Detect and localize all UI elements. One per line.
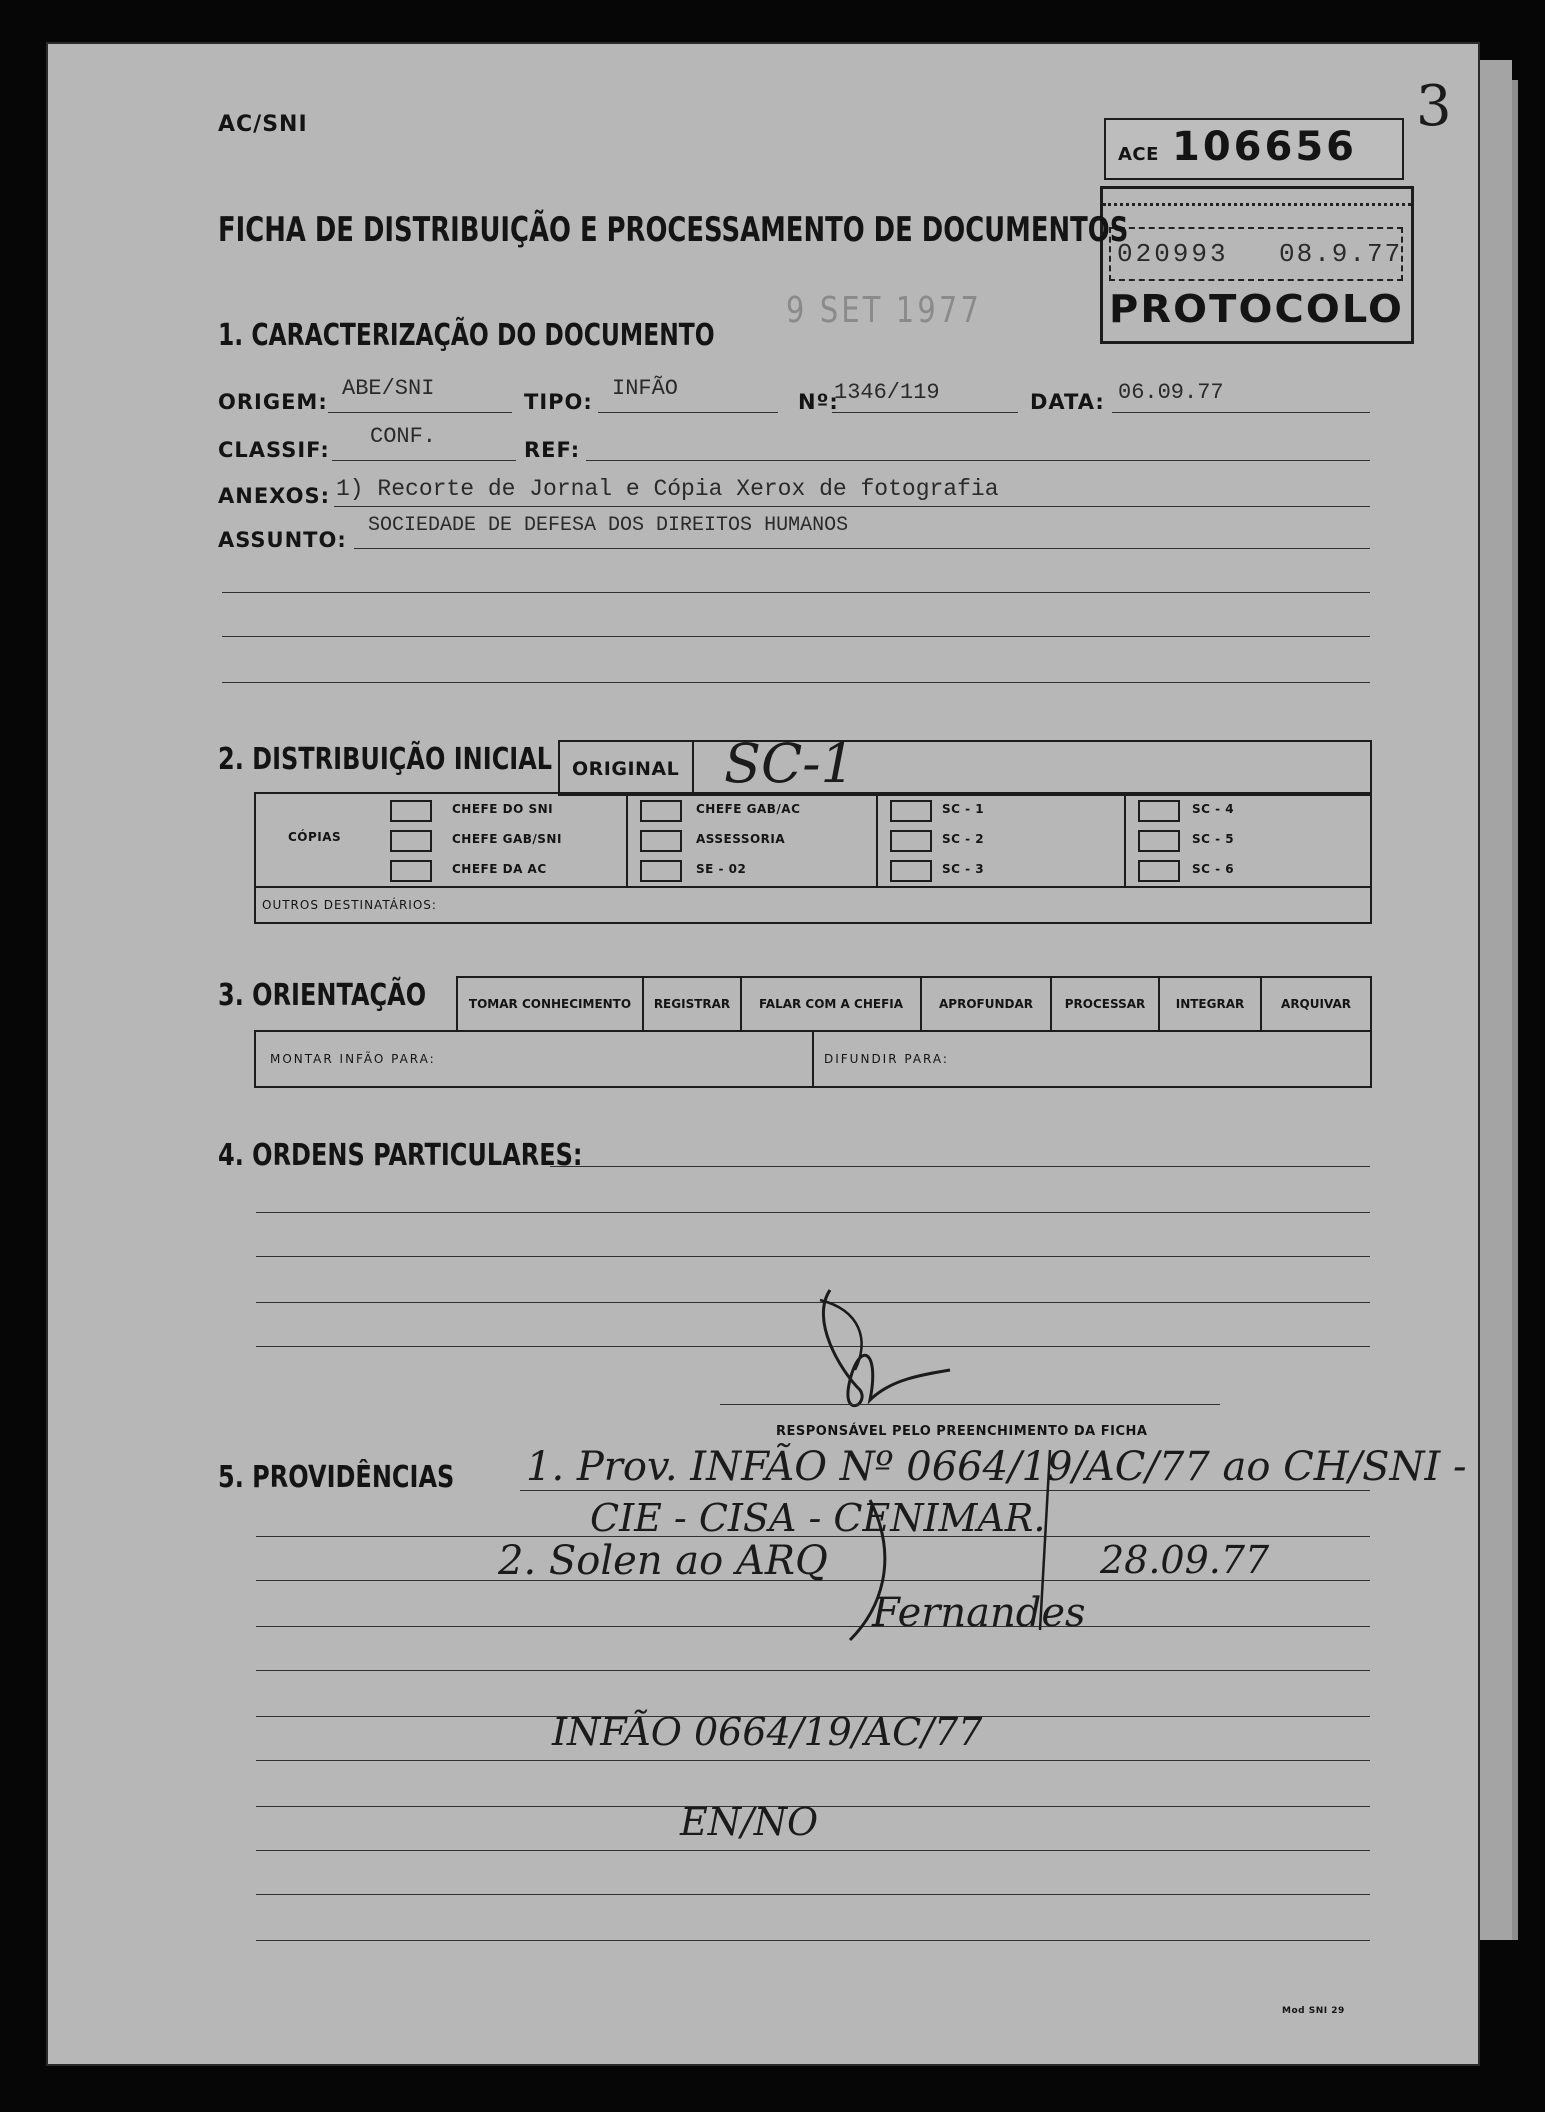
protocol-label: PROTOCOLO (1109, 287, 1405, 331)
grid-bottom-rule (256, 886, 1370, 888)
ordens-rule-3 (256, 1256, 1370, 1257)
checkbox-sc-6[interactable] (1138, 860, 1180, 882)
outros-destinatarios-label: OUTROS DESTINATÁRIOS: (262, 898, 437, 912)
numero-value: 1346/119 (834, 380, 940, 405)
classif-label: CLASSIF: (218, 438, 330, 462)
tipo-label: TIPO: (524, 390, 593, 414)
original-label-cell (560, 742, 694, 794)
anexos-rule (334, 506, 1370, 507)
providencia-line-2: CIE - CISA - CENIMAR. (590, 1496, 1046, 1540)
copy-sc-6: SC - 6 (1192, 862, 1235, 876)
checkbox-chefe-gab-ac[interactable] (640, 800, 682, 822)
providencia-signature: Fernandes (872, 1590, 1086, 1636)
option-falar-com-a-chefia[interactable]: FALAR COM A CHEFIA (742, 978, 922, 1030)
stamp-header-rule (1103, 203, 1411, 206)
providencia-line-5: EN/NO (680, 1800, 819, 1844)
checkbox-sc-2[interactable] (890, 830, 932, 852)
providencias-rule-5 (256, 1670, 1370, 1671)
numero-label: Nº: (798, 390, 839, 414)
destinations-divider (812, 1032, 814, 1086)
option-tomar-conhecimento[interactable]: TOMAR CONHECIMENTO (458, 978, 644, 1030)
section1-title: 1. CARACTERIZAÇÃO DO DOCUMENTO (218, 318, 715, 353)
form-title: FICHA DE DISTRIBUIÇÃO E PROCESSAMENTO DE DOCUMENTOS (218, 210, 1129, 250)
copy-sc-1: SC - 1 (942, 802, 985, 816)
option-integrar[interactable]: INTEGRAR (1160, 978, 1262, 1030)
checkbox-se-02[interactable] (640, 860, 682, 882)
stamp-number-box (1109, 227, 1403, 281)
orientation-destinations (254, 1030, 1372, 1088)
tipo-rule (598, 412, 778, 413)
section1-blank-rule-3 (222, 682, 1370, 683)
montar-infao-label: MONTAR INFÃO PARA: (270, 1052, 436, 1066)
origem-value: ABE/SNI (342, 376, 435, 401)
copy-chefe-gab-ac: CHEFE GAB/AC (696, 802, 801, 816)
protocol-number: 020993 (1117, 239, 1229, 269)
ace-box (1104, 118, 1404, 180)
copy-chefe-da-ac: CHEFE DA AC (452, 862, 547, 876)
responsible-signature-rule (720, 1404, 1220, 1405)
providencias-rule-9 (256, 1850, 1370, 1851)
received-date-stamp: 9 SET 1977 (786, 290, 982, 331)
option-aprofundar[interactable]: APROFUNDAR (922, 978, 1052, 1030)
responsible-signature (800, 1280, 980, 1440)
copy-assessoria: ASSESSORIA (696, 832, 786, 846)
anexos-label: ANEXOS: (218, 484, 330, 508)
section3-title: 3. ORIENTAÇÃO (218, 978, 427, 1013)
checkbox-chefe-gab-sni[interactable] (390, 830, 432, 852)
anexos-value: 1) Recorte de Jornal e Cópia Xerox de fotografia (336, 476, 999, 502)
section2-title: 2. DISTRIBUIÇÃO INICIAL (218, 742, 553, 777)
assunto-label: ASSUNTO: (218, 528, 347, 552)
ref-label: REF: (524, 438, 581, 462)
ordens-rule-2 (256, 1212, 1370, 1213)
original-handwritten: SC-1 (724, 732, 855, 795)
classif-rule (332, 460, 516, 461)
protocol-date: 08.9.77 (1279, 239, 1403, 269)
copy-sc-3: SC - 3 (942, 862, 985, 876)
providencias-rule-4 (256, 1626, 1370, 1627)
copias-label: CÓPIAS (288, 830, 342, 844)
providencia-line-3: 2. Solen ao ARQ (498, 1538, 828, 1584)
copy-sc-4: SC - 4 (1192, 802, 1235, 816)
origem-label: ORIGEM: (218, 390, 328, 414)
difundir-para-label: DIFUNDIR PARA: (824, 1052, 949, 1066)
grid-divider-1 (626, 794, 628, 886)
providencia-line-3-date: 28.09.77 (1100, 1538, 1270, 1582)
section1-blank-rule-1 (222, 592, 1370, 593)
paper-back-sheet (1478, 60, 1512, 1940)
responsible-label: RESPONSÁVEL PELO PREENCHIMENTO DA FICHA (776, 1424, 1148, 1439)
option-arquivar[interactable]: ARQUIVAR (1281, 997, 1351, 1011)
tipo-value: INFÃO (612, 376, 679, 401)
copy-sc-5: SC - 5 (1192, 832, 1235, 846)
section4-title: 4. ORDENS PARTICULARES: (218, 1138, 583, 1173)
providencia-line-4: INFÃO 0664/19/AC/77 (552, 1710, 983, 1754)
paper-back-edge (1512, 80, 1518, 1940)
checkbox-sc-5[interactable] (1138, 830, 1180, 852)
data-value: 06.09.77 (1118, 380, 1224, 405)
copy-chefe-do-sni: CHEFE DO SNI (452, 802, 554, 816)
checkbox-chefe-da-ac[interactable] (390, 860, 432, 882)
protocol-stamp (1100, 186, 1414, 344)
original-label: ORIGINAL (572, 758, 680, 780)
providencias-rule-11 (256, 1940, 1370, 1941)
copies-grid (254, 792, 1372, 924)
section1-blank-rule-2 (222, 636, 1370, 637)
original-box (558, 732, 1372, 796)
page-number: 3 (1416, 74, 1452, 139)
option-registrar[interactable]: REGISTRAR (644, 978, 742, 1030)
data-rule (1112, 412, 1370, 413)
ace-prefix: ACE (1118, 144, 1159, 165)
grid-divider-3 (1124, 794, 1126, 886)
option-processar[interactable]: PROCESSAR (1052, 978, 1160, 1030)
checkbox-chefe-do-sni[interactable] (390, 800, 432, 822)
data-label: DATA: (1030, 390, 1105, 414)
classif-value: CONF. (370, 424, 437, 449)
providencias-rule-10 (256, 1894, 1370, 1895)
providencia-stroke-mark (840, 1440, 1080, 1650)
ordens-rule-1 (550, 1166, 1370, 1167)
section5-title: 5. PROVIDÊNCIAS (218, 1460, 455, 1495)
assunto-value: SOCIEDADE DE DEFESA DOS DIREITOS HUMANOS (368, 514, 849, 537)
checkbox-assessoria[interactable] (640, 830, 682, 852)
ref-rule (586, 460, 1370, 461)
providencia-line-1: 1. Prov. INFÃO Nº 0664/19/AC/77 ao CH/SNI - (526, 1444, 1467, 1490)
copy-se-02: SE - 02 (696, 862, 747, 876)
orientation-options (456, 976, 1372, 1032)
checkbox-sc-3[interactable] (890, 860, 932, 882)
copy-sc-2: SC - 2 (942, 832, 985, 846)
providencias-rule-7 (256, 1760, 1370, 1761)
checkbox-sc-4[interactable] (1138, 800, 1180, 822)
assunto-rule (354, 548, 1370, 549)
numero-rule (832, 412, 1018, 413)
ace-number: 106656 (1172, 124, 1357, 170)
agency-label: AC/SNI (218, 112, 308, 137)
copy-chefe-gab-sni: CHEFE GAB/SNI (452, 832, 562, 846)
origem-rule (328, 412, 512, 413)
form-code: Mod SNI 29 (1282, 2006, 1345, 2016)
grid-divider-2 (876, 794, 878, 886)
checkbox-sc-1[interactable] (890, 800, 932, 822)
